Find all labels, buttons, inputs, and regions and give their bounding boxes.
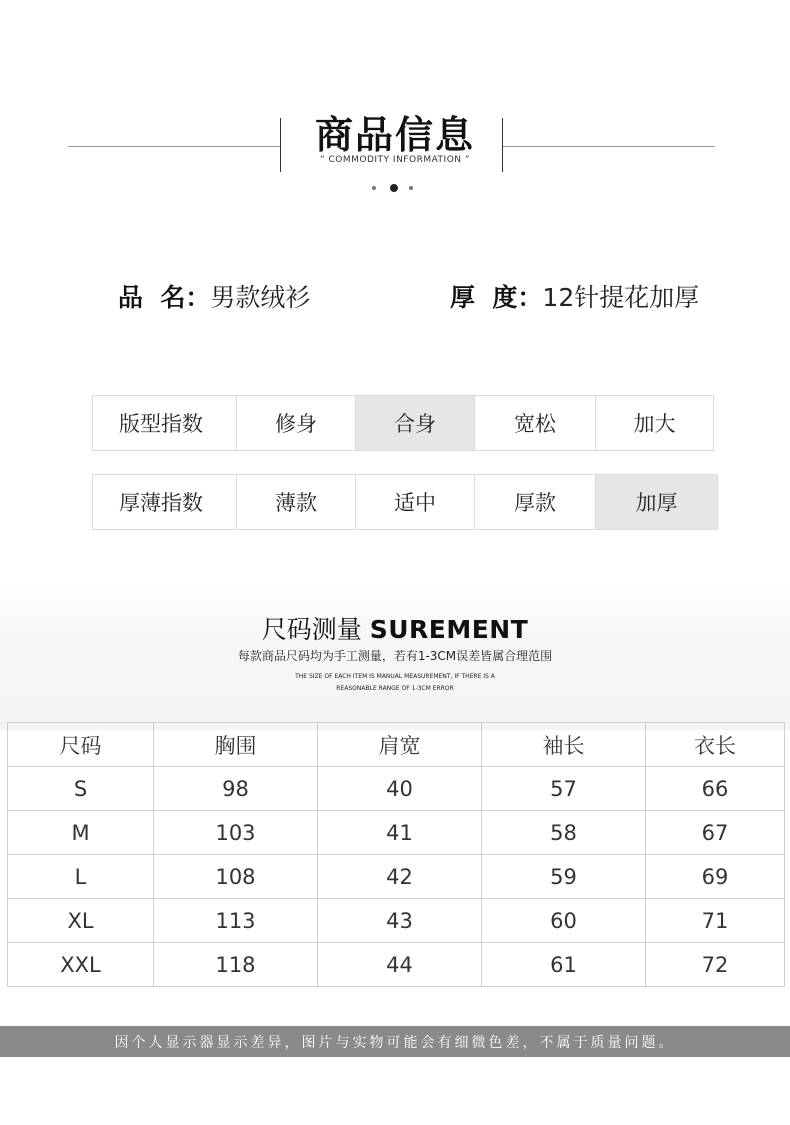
fit-index-row — [92, 395, 714, 451]
cell-size: XXL — [8, 943, 154, 987]
size-section-title — [0, 610, 790, 646]
cell-shoulder: 43 — [318, 899, 482, 943]
cell-size: XL — [8, 899, 154, 943]
product-name — [118, 278, 310, 314]
cell-sleeve: 60 — [482, 899, 646, 943]
table-row — [8, 943, 785, 987]
cell-chest: 103 — [154, 811, 318, 855]
table-row — [8, 811, 785, 855]
cell-size: L — [8, 855, 154, 899]
thickness-index-label: 厚薄指数 — [92, 474, 237, 530]
table-row — [8, 855, 785, 899]
cell-shoulder: 41 — [318, 811, 482, 855]
cell-sleeve: 59 — [482, 855, 646, 899]
header-chest: 胸围 — [154, 723, 318, 767]
page-title: 商品信息 — [314, 113, 475, 157]
footer-text: 因个人显示器显示差异，图片与实物可能会有细微色差，不属于质量问题。 — [114, 1034, 676, 1051]
decor-dot-left — [372, 186, 376, 190]
thickness-option-medium: 适中 — [355, 474, 475, 530]
product-name-label: 品 名： — [118, 283, 211, 312]
cell-sleeve: 61 — [482, 943, 646, 987]
product-thickness-value: 12针提花加厚 — [542, 283, 700, 312]
decor-dot-right — [409, 186, 413, 190]
size-note-line-1: THE SIZE OF EACH ITEM IS MANUAL MEASUREMENT, IF THERE IS A — [295, 673, 495, 680]
size-note-line-2: REASONABLE RANGE OF 1-3CM ERROR — [336, 685, 454, 692]
cell-chest: 98 — [154, 767, 318, 811]
cell-length: 71 — [646, 899, 785, 943]
cell-shoulder: 44 — [318, 943, 482, 987]
page-subtitle: “ COMMODITY INFORMATION ” — [319, 155, 471, 165]
cell-length: 72 — [646, 943, 785, 987]
product-name-value: 男款绒衫 — [210, 283, 311, 312]
cell-length: 66 — [646, 767, 785, 811]
product-thickness-label: 厚 度： — [450, 283, 543, 312]
cell-length: 69 — [646, 855, 785, 899]
thickness-option-extra-thick: 加厚 — [595, 474, 718, 530]
table-row — [8, 899, 785, 943]
table-row — [8, 767, 785, 811]
thickness-option-thin: 薄款 — [236, 474, 356, 530]
fit-option-plus: 加大 — [595, 395, 714, 451]
fit-option-loose: 宽松 — [474, 395, 596, 451]
header-length: 衣长 — [646, 723, 785, 767]
header-size: 尺码 — [8, 723, 154, 767]
cell-chest: 118 — [154, 943, 318, 987]
header-shoulder: 肩宽 — [318, 723, 482, 767]
thickness-index-row — [92, 474, 718, 530]
fit-index-label: 版型指数 — [92, 395, 237, 451]
cell-chest: 113 — [154, 899, 318, 943]
size-table — [7, 722, 785, 987]
cell-shoulder: 42 — [318, 855, 482, 899]
cell-size: S — [8, 767, 154, 811]
footer-disclaimer — [0, 1026, 790, 1057]
fit-option-regular: 合身 — [355, 395, 475, 451]
cell-chest: 108 — [154, 855, 318, 899]
thickness-option-thick: 厚款 — [474, 474, 596, 530]
size-title-cn: 尺码测量 — [261, 615, 362, 644]
cell-shoulder: 40 — [318, 767, 482, 811]
header-sleeve: 袖长 — [482, 723, 646, 767]
fit-option-slim: 修身 — [236, 395, 356, 451]
cell-sleeve: 57 — [482, 767, 646, 811]
size-table-header — [8, 723, 785, 767]
cell-size: M — [8, 811, 154, 855]
product-thickness — [450, 278, 699, 314]
size-title-en: SUREMENT — [369, 615, 529, 644]
size-section-subtitle: 每款商品尺码均为手工测量，若有1-3CM误差皆属合理范围 — [237, 649, 553, 663]
cell-length: 67 — [646, 811, 785, 855]
cell-sleeve: 58 — [482, 811, 646, 855]
decor-dot-center — [390, 184, 398, 192]
